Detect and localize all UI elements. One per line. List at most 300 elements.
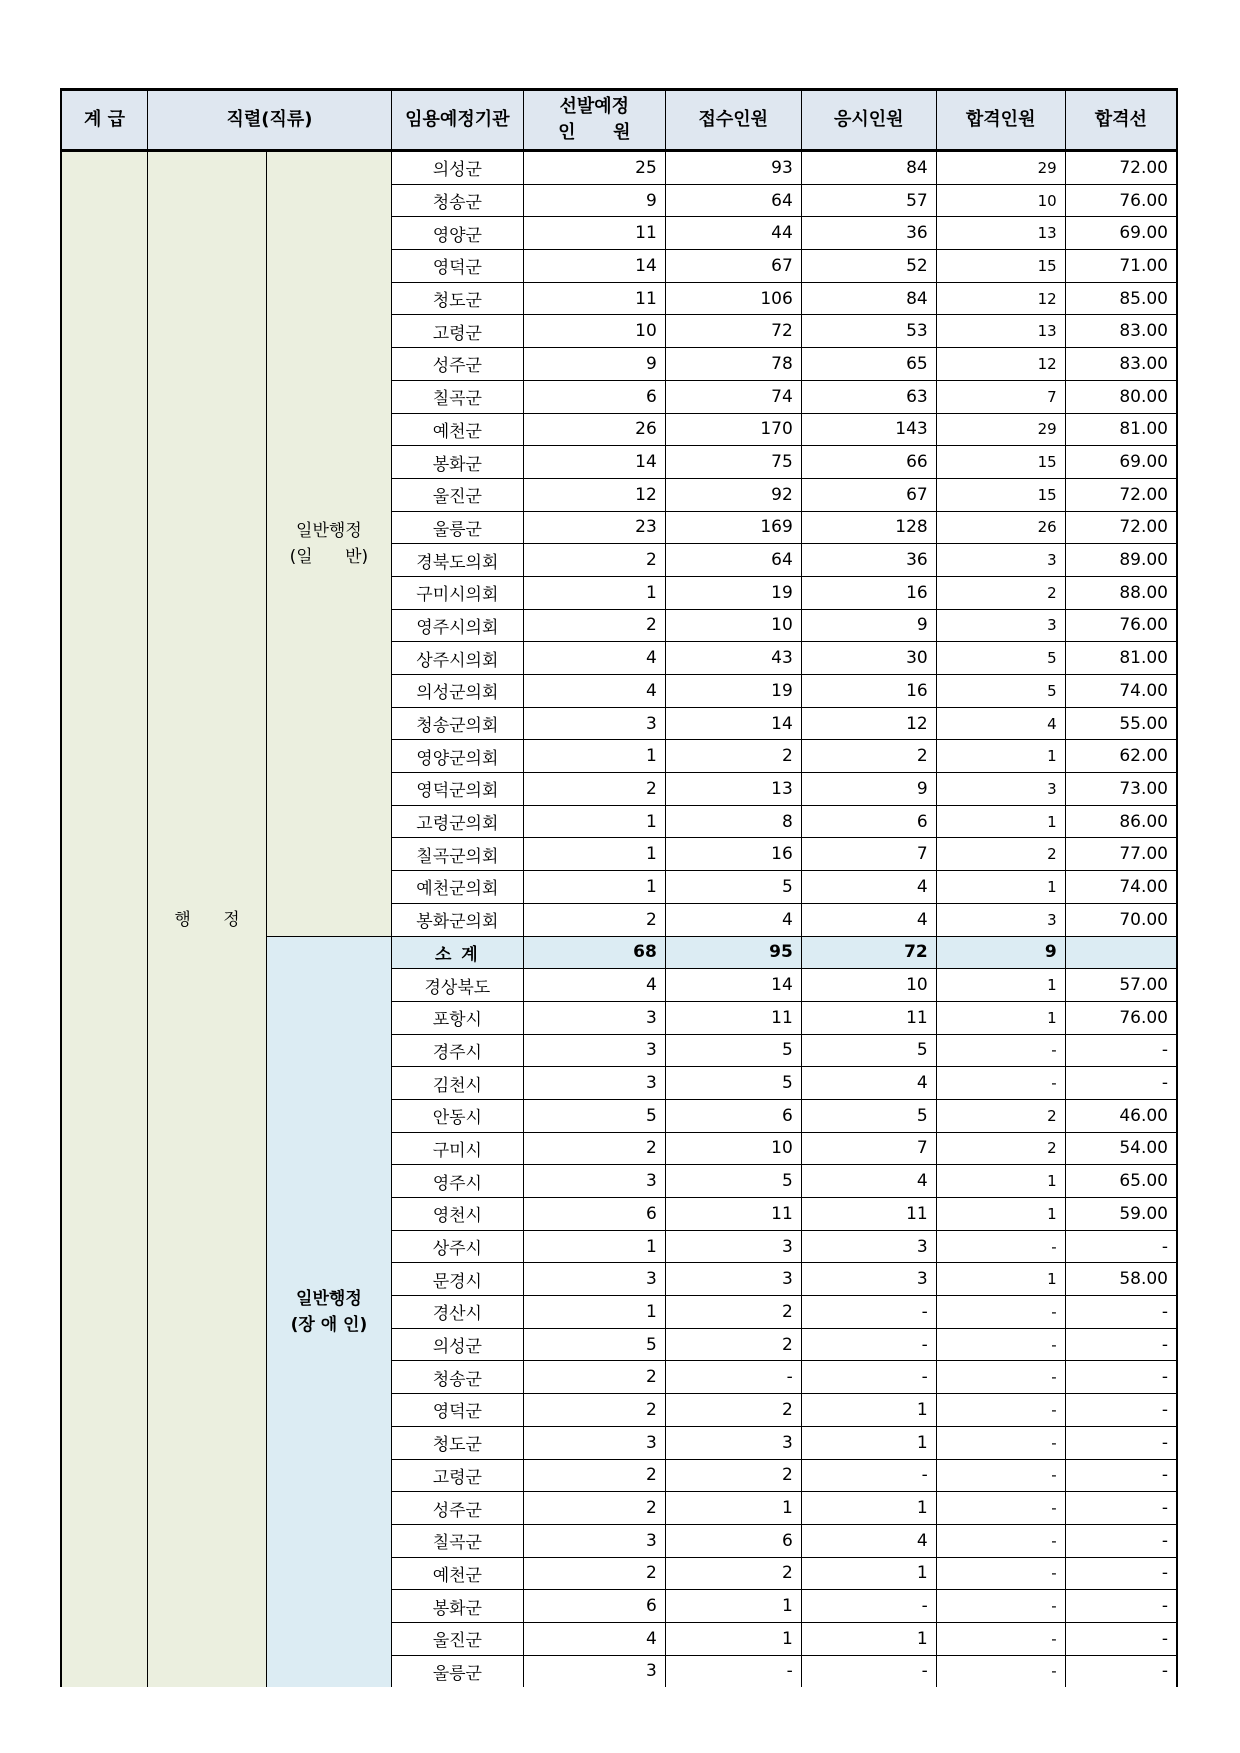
planned-cell: 4 bbox=[523, 969, 665, 1002]
examinees-cell: 7 bbox=[801, 1132, 936, 1165]
applicants-cell: 5 bbox=[665, 1165, 801, 1198]
examinees-cell: - bbox=[801, 1361, 936, 1394]
general-admin-group-cell-text: 일반행정 bbox=[296, 520, 362, 541]
passers-cell: - bbox=[936, 1524, 1065, 1557]
passers-cell: - bbox=[936, 1492, 1065, 1525]
examinees-cell: 53 bbox=[801, 315, 936, 348]
passers-cell: 29 bbox=[936, 151, 1065, 185]
header-job-series: 직렬(직류) bbox=[148, 90, 392, 151]
applicants-cell: 106 bbox=[665, 282, 801, 315]
examinees-cell: 36 bbox=[801, 217, 936, 250]
planned-cell: 3 bbox=[523, 707, 665, 740]
applicants-cell: 10 bbox=[665, 609, 801, 642]
cutoff-cell: 69.00 bbox=[1065, 446, 1177, 479]
passers-cell: 10 bbox=[936, 184, 1065, 217]
passers-cell: 1 bbox=[936, 1001, 1065, 1034]
applicants-cell: 11 bbox=[665, 1198, 801, 1231]
rank-group-cell bbox=[61, 151, 148, 1688]
cutoff-cell: 81.00 bbox=[1065, 413, 1177, 446]
agency-cell: 예천군의회 bbox=[391, 871, 523, 904]
passers-cell: 5 bbox=[936, 675, 1065, 708]
cutoff-cell: - bbox=[1065, 1067, 1177, 1100]
agency-cell: 예천군 bbox=[391, 1557, 523, 1590]
passers-cell: - bbox=[936, 1557, 1065, 1590]
passers-cell: 5 bbox=[936, 642, 1065, 675]
agency-cell: 예천군 bbox=[391, 413, 523, 446]
cutoff-cell: 85.00 bbox=[1065, 282, 1177, 315]
examinees-cell: 1 bbox=[801, 1426, 936, 1459]
agency-cell: 경주시 bbox=[391, 1034, 523, 1067]
agency-cell: 영양군의회 bbox=[391, 740, 523, 773]
planned-cell: 2 bbox=[523, 1492, 665, 1525]
examinees-cell: 66 bbox=[801, 446, 936, 479]
examinees-cell: 5 bbox=[801, 1099, 936, 1132]
passers-cell: 3 bbox=[936, 609, 1065, 642]
planned-cell: 11 bbox=[523, 217, 665, 250]
passers-cell: 26 bbox=[936, 511, 1065, 544]
examinees-cell: - bbox=[801, 1459, 936, 1492]
applicants-cell: 6 bbox=[665, 1099, 801, 1132]
examinees-cell: 7 bbox=[801, 838, 936, 871]
examinees-cell: 10 bbox=[801, 969, 936, 1002]
cutoff-cell: 76.00 bbox=[1065, 184, 1177, 217]
planned-cell: 5 bbox=[523, 1099, 665, 1132]
cutoff-cell: 83.00 bbox=[1065, 348, 1177, 381]
cutoff-cell: 59.00 bbox=[1065, 1198, 1177, 1231]
passers-cell: 3 bbox=[936, 544, 1065, 577]
agency-cell: 영천시 bbox=[391, 1198, 523, 1231]
passers-cell: - bbox=[936, 1361, 1065, 1394]
cutoff-cell: 80.00 bbox=[1065, 380, 1177, 413]
planned-cell: 3 bbox=[523, 1165, 665, 1198]
applicants-cell: 1 bbox=[665, 1622, 801, 1655]
examinees-cell: 6 bbox=[801, 805, 936, 838]
examinees-cell: 3 bbox=[801, 1263, 936, 1296]
recruitment-results-table bbox=[60, 88, 1178, 1687]
applicants-cell: 5 bbox=[665, 1067, 801, 1100]
cutoff-cell: - bbox=[1065, 1328, 1177, 1361]
applicants-cell: 169 bbox=[665, 511, 801, 544]
agency-cell: 영덕군 bbox=[391, 250, 523, 283]
examinees-cell: 84 bbox=[801, 151, 936, 185]
cutoff-cell: 54.00 bbox=[1065, 1132, 1177, 1165]
applicants-cell: 2 bbox=[665, 740, 801, 773]
cutoff-cell: 65.00 bbox=[1065, 1165, 1177, 1198]
passers-cell: 1 bbox=[936, 1198, 1065, 1231]
passers-cell: 1 bbox=[936, 1165, 1065, 1198]
agency-cell: 성주군 bbox=[391, 1492, 523, 1525]
applicants-cell: 44 bbox=[665, 217, 801, 250]
cutoff-cell: 81.00 bbox=[1065, 642, 1177, 675]
cutoff-cell: 72.00 bbox=[1065, 151, 1177, 185]
applicants-cell: 14 bbox=[665, 707, 801, 740]
applicants-cell: 64 bbox=[665, 544, 801, 577]
examinees-cell: 4 bbox=[801, 871, 936, 904]
cutoff-cell: - bbox=[1065, 1655, 1177, 1687]
cutoff-cell: - bbox=[1065, 1394, 1177, 1427]
cutoff-cell: 88.00 bbox=[1065, 576, 1177, 609]
examinees-cell: - bbox=[801, 1296, 936, 1329]
agency-cell: 포항시 bbox=[391, 1001, 523, 1034]
examinees-cell: 36 bbox=[801, 544, 936, 577]
applicants-cell: 74 bbox=[665, 380, 801, 413]
planned-cell: 2 bbox=[523, 1132, 665, 1165]
examinees-cell: 65 bbox=[801, 348, 936, 381]
planned-cell: 1 bbox=[523, 805, 665, 838]
cutoff-cell: 83.00 bbox=[1065, 315, 1177, 348]
passers-cell: - bbox=[936, 1622, 1065, 1655]
planned-cell: 2 bbox=[523, 1557, 665, 1590]
passers-cell: 1 bbox=[936, 1263, 1065, 1296]
examinees-cell: 9 bbox=[801, 773, 936, 806]
agency-cell: 상주시의회 bbox=[391, 642, 523, 675]
passers-cell: 2 bbox=[936, 838, 1065, 871]
agency-cell: 청송군의회 bbox=[391, 707, 523, 740]
planned-cell: 4 bbox=[523, 642, 665, 675]
planned-cell: 1 bbox=[523, 740, 665, 773]
cutoff-cell: 58.00 bbox=[1065, 1263, 1177, 1296]
applicants-cell: 16 bbox=[665, 838, 801, 871]
applicants-cell: 6 bbox=[665, 1524, 801, 1557]
applicants-cell: 1 bbox=[665, 1590, 801, 1623]
cutoff-cell: 69.00 bbox=[1065, 217, 1177, 250]
agency-cell: 영주시 bbox=[391, 1165, 523, 1198]
planned-cell: 1 bbox=[523, 1230, 665, 1263]
header-applicants: 접수인원 bbox=[665, 90, 801, 151]
applicants-cell: - bbox=[665, 1361, 801, 1394]
agency-cell: 영양군 bbox=[391, 217, 523, 250]
passers-cell: 1 bbox=[936, 871, 1065, 904]
cutoff-cell: - bbox=[1065, 1361, 1177, 1394]
agency-cell: 청도군 bbox=[391, 1426, 523, 1459]
applicants-cell: 2 bbox=[665, 1394, 801, 1427]
header-agency: 임용예정기관 bbox=[391, 90, 523, 151]
planned-cell: 4 bbox=[523, 1622, 665, 1655]
passers-cell: 7 bbox=[936, 380, 1065, 413]
passers-cell: 9 bbox=[936, 936, 1065, 969]
cutoff-cell: - bbox=[1065, 1426, 1177, 1459]
planned-cell: 2 bbox=[523, 609, 665, 642]
planned-cell: 2 bbox=[523, 1459, 665, 1492]
planned-cell: 3 bbox=[523, 1655, 665, 1687]
agency-cell: 구미시의회 bbox=[391, 576, 523, 609]
planned-cell: 23 bbox=[523, 511, 665, 544]
header-passers: 합격인원 bbox=[936, 90, 1065, 151]
agency-cell: 청송군 bbox=[391, 184, 523, 217]
planned-cell: 2 bbox=[523, 773, 665, 806]
cutoff-cell: 57.00 bbox=[1065, 969, 1177, 1002]
cutoff-cell: 62.00 bbox=[1065, 740, 1177, 773]
planned-cell: 1 bbox=[523, 871, 665, 904]
agency-cell: 영덕군 bbox=[391, 1394, 523, 1427]
planned-cell: 3 bbox=[523, 1034, 665, 1067]
header-planned-line1: 선발예정 bbox=[559, 96, 630, 117]
agency-cell: 고령군의회 bbox=[391, 805, 523, 838]
planned-cell: 11 bbox=[523, 282, 665, 315]
passers-cell: 15 bbox=[936, 446, 1065, 479]
applicants-cell: 8 bbox=[665, 805, 801, 838]
cutoff-cell: - bbox=[1065, 1622, 1177, 1655]
examinees-cell: 16 bbox=[801, 576, 936, 609]
passers-cell: 2 bbox=[936, 576, 1065, 609]
passers-cell: 2 bbox=[936, 1099, 1065, 1132]
planned-cell: 3 bbox=[523, 1001, 665, 1034]
applicants-cell: 19 bbox=[665, 675, 801, 708]
table-body bbox=[61, 151, 1177, 1688]
applicants-cell: 5 bbox=[665, 871, 801, 904]
examinees-cell: 3 bbox=[801, 1230, 936, 1263]
examinees-cell: 16 bbox=[801, 675, 936, 708]
table-row bbox=[61, 151, 1177, 185]
cutoff-cell: 74.00 bbox=[1065, 675, 1177, 708]
examinees-cell: 1 bbox=[801, 1557, 936, 1590]
planned-cell: 6 bbox=[523, 380, 665, 413]
passers-cell: 2 bbox=[936, 1132, 1065, 1165]
applicants-cell: 67 bbox=[665, 250, 801, 283]
header-row bbox=[61, 90, 1177, 151]
disabled-admin-group-cell-text: 일반행정 bbox=[296, 1288, 362, 1309]
applicants-cell: 4 bbox=[665, 903, 801, 936]
cutoff-cell: - bbox=[1065, 1492, 1177, 1525]
planned-cell: 2 bbox=[523, 544, 665, 577]
passers-cell: 1 bbox=[936, 805, 1065, 838]
passers-cell: - bbox=[936, 1067, 1065, 1100]
agency-cell: 소 계 bbox=[391, 936, 523, 969]
examinees-cell: 52 bbox=[801, 250, 936, 283]
agency-cell: 칠곡군의회 bbox=[391, 838, 523, 871]
cutoff-cell: 72.00 bbox=[1065, 511, 1177, 544]
passers-cell: 1 bbox=[936, 740, 1065, 773]
applicants-cell: 95 bbox=[665, 936, 801, 969]
cutoff-cell: 86.00 bbox=[1065, 805, 1177, 838]
examinees-cell: 30 bbox=[801, 642, 936, 675]
passers-cell: 15 bbox=[936, 478, 1065, 511]
cutoff-cell: - bbox=[1065, 1557, 1177, 1590]
examinees-cell: 1 bbox=[801, 1394, 936, 1427]
cutoff-cell: 74.00 bbox=[1065, 871, 1177, 904]
examinees-cell: 4 bbox=[801, 1524, 936, 1557]
agency-cell: 고령군 bbox=[391, 315, 523, 348]
examinees-cell: 4 bbox=[801, 903, 936, 936]
disabled-admin-group-cell bbox=[266, 936, 391, 1687]
planned-cell: 14 bbox=[523, 446, 665, 479]
cutoff-cell: 76.00 bbox=[1065, 1001, 1177, 1034]
planned-cell: 5 bbox=[523, 1328, 665, 1361]
planned-cell: 68 bbox=[523, 936, 665, 969]
examinees-cell: 4 bbox=[801, 1067, 936, 1100]
agency-cell: 의성군 bbox=[391, 1328, 523, 1361]
cutoff-cell: - bbox=[1065, 1296, 1177, 1329]
applicants-cell: 2 bbox=[665, 1557, 801, 1590]
passers-cell: - bbox=[936, 1328, 1065, 1361]
applicants-cell: 1 bbox=[665, 1492, 801, 1525]
agency-cell: 칠곡군 bbox=[391, 1524, 523, 1557]
applicants-cell: 2 bbox=[665, 1296, 801, 1329]
agency-cell: 봉화군 bbox=[391, 446, 523, 479]
applicants-cell: 11 bbox=[665, 1001, 801, 1034]
examinees-cell: 57 bbox=[801, 184, 936, 217]
examinees-cell: 1 bbox=[801, 1492, 936, 1525]
passers-cell: 13 bbox=[936, 217, 1065, 250]
examinees-cell: - bbox=[801, 1590, 936, 1623]
applicants-cell: 3 bbox=[665, 1230, 801, 1263]
planned-cell: 25 bbox=[523, 151, 665, 185]
series-group-cell-text: 행 정 bbox=[174, 909, 240, 930]
applicants-cell: 43 bbox=[665, 642, 801, 675]
agency-cell: 상주시 bbox=[391, 1230, 523, 1263]
examinees-cell: 67 bbox=[801, 478, 936, 511]
examinees-cell: 5 bbox=[801, 1034, 936, 1067]
planned-cell: 1 bbox=[523, 838, 665, 871]
planned-cell: 9 bbox=[523, 184, 665, 217]
agency-cell: 안동시 bbox=[391, 1099, 523, 1132]
passers-cell: - bbox=[936, 1655, 1065, 1687]
cutoff-cell: 73.00 bbox=[1065, 773, 1177, 806]
cutoff-cell: - bbox=[1065, 1590, 1177, 1623]
examinees-cell: 63 bbox=[801, 380, 936, 413]
passers-cell: - bbox=[936, 1426, 1065, 1459]
agency-cell: 봉화군 bbox=[391, 1590, 523, 1623]
examinees-cell: 11 bbox=[801, 1001, 936, 1034]
agency-cell: 칠곡군 bbox=[391, 380, 523, 413]
planned-cell: 3 bbox=[523, 1067, 665, 1100]
planned-cell: 14 bbox=[523, 250, 665, 283]
header-planned-line2: 인 원 bbox=[558, 122, 631, 143]
cutoff-cell: - bbox=[1065, 1459, 1177, 1492]
header-planned bbox=[523, 90, 665, 151]
cutoff-cell: 77.00 bbox=[1065, 838, 1177, 871]
applicants-cell: 75 bbox=[665, 446, 801, 479]
planned-cell: 2 bbox=[523, 903, 665, 936]
planned-cell: 1 bbox=[523, 576, 665, 609]
agency-cell: 김천시 bbox=[391, 1067, 523, 1100]
planned-cell: 4 bbox=[523, 675, 665, 708]
applicants-cell: 14 bbox=[665, 969, 801, 1002]
examinees-cell: 143 bbox=[801, 413, 936, 446]
disabled-admin-group-cell-text: (장 애 인) bbox=[290, 1314, 368, 1335]
passers-cell: - bbox=[936, 1590, 1065, 1623]
agency-cell: 고령군 bbox=[391, 1459, 523, 1492]
agency-cell: 의성군의회 bbox=[391, 675, 523, 708]
applicants-cell: 2 bbox=[665, 1459, 801, 1492]
passers-cell: 3 bbox=[936, 903, 1065, 936]
passers-cell: - bbox=[936, 1459, 1065, 1492]
applicants-cell: 10 bbox=[665, 1132, 801, 1165]
planned-cell: 2 bbox=[523, 1361, 665, 1394]
cutoff-cell: 46.00 bbox=[1065, 1099, 1177, 1132]
applicants-cell: 92 bbox=[665, 478, 801, 511]
passers-cell: 15 bbox=[936, 250, 1065, 283]
examinees-cell: 12 bbox=[801, 707, 936, 740]
examinees-cell: 4 bbox=[801, 1165, 936, 1198]
planned-cell: 3 bbox=[523, 1426, 665, 1459]
agency-cell: 경상북도 bbox=[391, 969, 523, 1002]
passers-cell: 1 bbox=[936, 969, 1065, 1002]
applicants-cell: 78 bbox=[665, 348, 801, 381]
examinees-cell: 2 bbox=[801, 740, 936, 773]
passers-cell: 29 bbox=[936, 413, 1065, 446]
agency-cell: 봉화군의회 bbox=[391, 903, 523, 936]
agency-cell: 울릉군 bbox=[391, 511, 523, 544]
passers-cell: - bbox=[936, 1296, 1065, 1329]
examinees-cell: - bbox=[801, 1655, 936, 1687]
agency-cell: 영덕군의회 bbox=[391, 773, 523, 806]
examinees-cell: 128 bbox=[801, 511, 936, 544]
agency-cell: 의성군 bbox=[391, 151, 523, 185]
applicants-cell: 72 bbox=[665, 315, 801, 348]
agency-cell: 울진군 bbox=[391, 1622, 523, 1655]
examinees-cell: 72 bbox=[801, 936, 936, 969]
cutoff-cell bbox=[1065, 936, 1177, 969]
cutoff-cell: 71.00 bbox=[1065, 250, 1177, 283]
cutoff-cell: 55.00 bbox=[1065, 707, 1177, 740]
applicants-cell: 5 bbox=[665, 1034, 801, 1067]
examinees-cell: 84 bbox=[801, 282, 936, 315]
examinees-cell: 11 bbox=[801, 1198, 936, 1231]
general-admin-group-cell bbox=[266, 151, 391, 937]
agency-cell: 성주군 bbox=[391, 348, 523, 381]
applicants-cell: 170 bbox=[665, 413, 801, 446]
planned-cell: 26 bbox=[523, 413, 665, 446]
passers-cell: - bbox=[936, 1230, 1065, 1263]
applicants-cell: 3 bbox=[665, 1426, 801, 1459]
applicants-cell: - bbox=[665, 1655, 801, 1687]
applicants-cell: 93 bbox=[665, 151, 801, 185]
planned-cell: 6 bbox=[523, 1198, 665, 1231]
agency-cell: 청송군 bbox=[391, 1361, 523, 1394]
general-admin-group-cell-text: (일 반) bbox=[289, 546, 369, 567]
agency-cell: 경산시 bbox=[391, 1296, 523, 1329]
agency-cell: 울진군 bbox=[391, 478, 523, 511]
passers-cell: 12 bbox=[936, 348, 1065, 381]
agency-cell: 경북도의회 bbox=[391, 544, 523, 577]
applicants-cell: 64 bbox=[665, 184, 801, 217]
applicants-cell: 13 bbox=[665, 773, 801, 806]
series-group-cell bbox=[148, 151, 267, 1688]
applicants-cell: 3 bbox=[665, 1263, 801, 1296]
header-examinees: 응시인원 bbox=[801, 90, 936, 151]
header-cutoff: 합격선 bbox=[1065, 90, 1177, 151]
agency-cell: 문경시 bbox=[391, 1263, 523, 1296]
cutoff-cell: - bbox=[1065, 1230, 1177, 1263]
cutoff-cell: 89.00 bbox=[1065, 544, 1177, 577]
planned-cell: 1 bbox=[523, 1296, 665, 1329]
agency-cell: 울릉군 bbox=[391, 1655, 523, 1687]
cutoff-cell: - bbox=[1065, 1034, 1177, 1067]
agency-cell: 청도군 bbox=[391, 282, 523, 315]
agency-cell: 영주시의회 bbox=[391, 609, 523, 642]
agency-cell: 구미시 bbox=[391, 1132, 523, 1165]
cutoff-cell: 76.00 bbox=[1065, 609, 1177, 642]
passers-cell: - bbox=[936, 1394, 1065, 1427]
planned-cell: 9 bbox=[523, 348, 665, 381]
passers-cell: 13 bbox=[936, 315, 1065, 348]
cutoff-cell: - bbox=[1065, 1524, 1177, 1557]
passers-cell: 4 bbox=[936, 707, 1065, 740]
applicants-cell: 2 bbox=[665, 1328, 801, 1361]
planned-cell: 2 bbox=[523, 1394, 665, 1427]
applicants-cell: 19 bbox=[665, 576, 801, 609]
cutoff-cell: 72.00 bbox=[1065, 478, 1177, 511]
passers-cell: - bbox=[936, 1034, 1065, 1067]
passers-cell: 12 bbox=[936, 282, 1065, 315]
examinees-cell: - bbox=[801, 1328, 936, 1361]
examinees-cell: 1 bbox=[801, 1622, 936, 1655]
header-rank: 계 급 bbox=[61, 90, 148, 151]
planned-cell: 10 bbox=[523, 315, 665, 348]
planned-cell: 6 bbox=[523, 1590, 665, 1623]
cutoff-cell: 70.00 bbox=[1065, 903, 1177, 936]
